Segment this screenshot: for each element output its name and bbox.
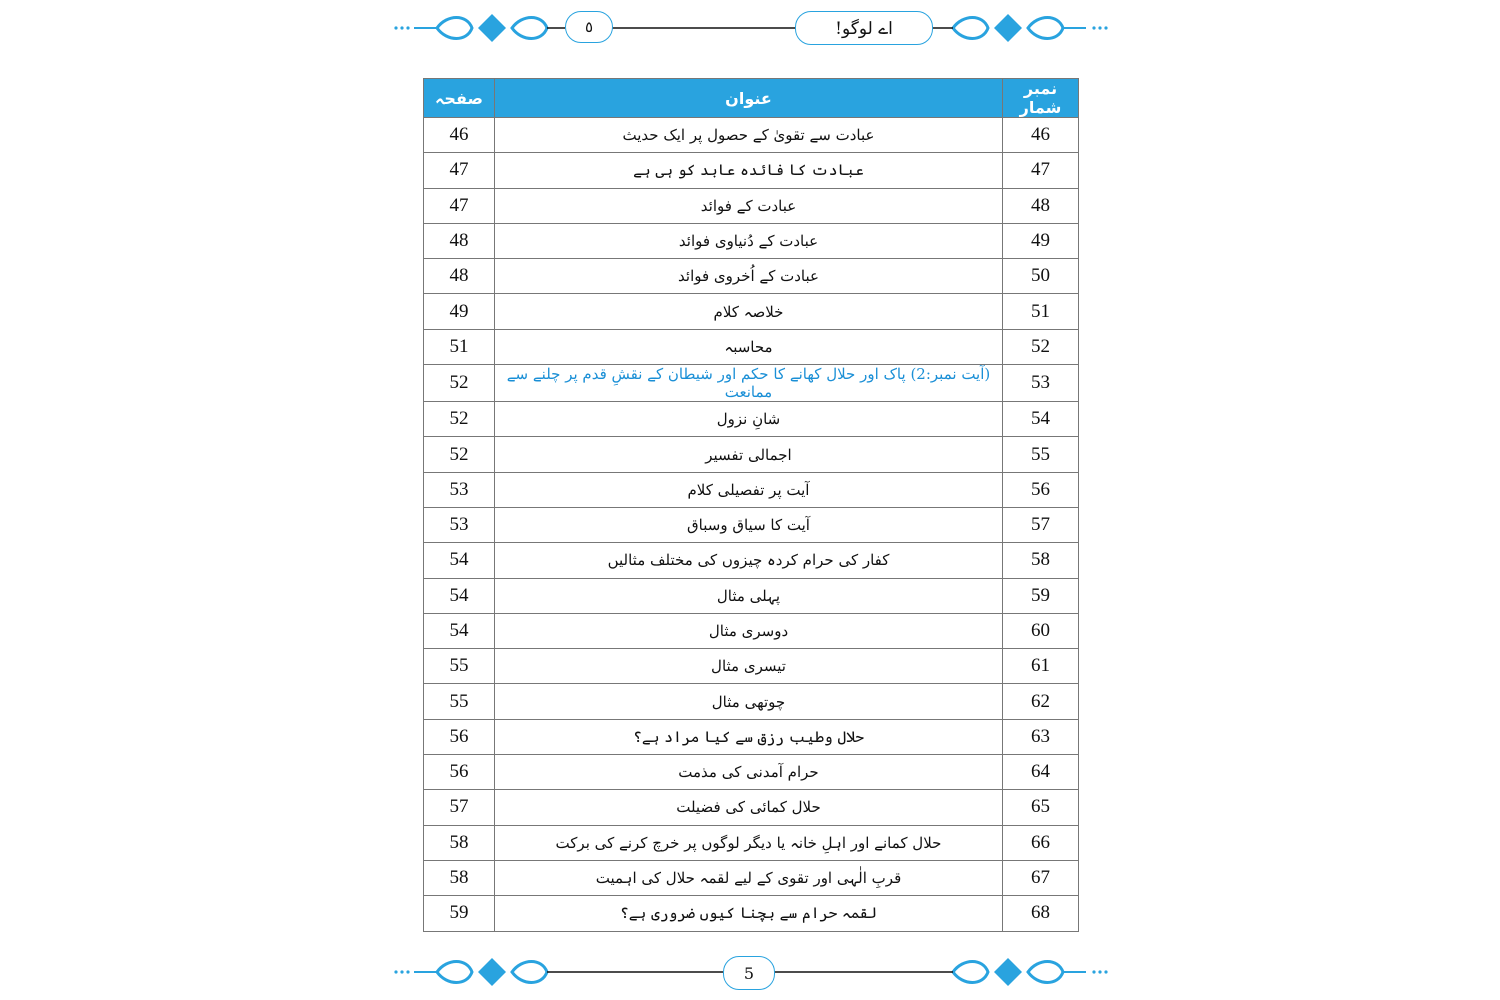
row-page: 53 — [424, 472, 495, 507]
row-page: 47 — [424, 153, 495, 188]
row-page: 54 — [424, 543, 495, 578]
row-title: شانِ نزول — [495, 402, 1003, 437]
row-title: عبادت سے تقویٰ کے حصول پر ایک حدیث — [495, 118, 1003, 153]
row-title: اجمالی تفسیر — [495, 437, 1003, 472]
row-page: 55 — [424, 649, 495, 684]
row-page: 46 — [424, 118, 495, 153]
row-serial: 55 — [1003, 437, 1079, 472]
row-title: محاسبہ — [495, 329, 1003, 364]
row-title: آیت کا سیاق وسباق — [495, 507, 1003, 542]
row-serial: 51 — [1003, 294, 1079, 329]
row-serial: 46 — [1003, 118, 1079, 153]
table-row — [424, 684, 1079, 719]
header-book-title: اے لوگو! — [795, 11, 933, 45]
table-row — [424, 365, 1079, 402]
row-serial: 60 — [1003, 613, 1079, 648]
header-title: عنوان — [495, 79, 1003, 118]
row-serial: 63 — [1003, 719, 1079, 754]
row-serial: 64 — [1003, 755, 1079, 790]
row-title: قربِ الٰہی اور تقوی کے لیے لقمہ حلال کی اہمیت — [495, 860, 1003, 895]
row-serial: 49 — [1003, 223, 1079, 258]
row-page: 57 — [424, 790, 495, 825]
row-page: 48 — [424, 259, 495, 294]
table-row — [424, 507, 1079, 542]
header-ornament-bar — [392, 8, 1108, 48]
table-row — [424, 613, 1079, 648]
row-title: آیت پر تفصیلی کلام — [495, 472, 1003, 507]
row-page: 52 — [424, 365, 495, 402]
row-serial: 67 — [1003, 860, 1079, 895]
row-serial: 57 — [1003, 507, 1079, 542]
row-page: 58 — [424, 825, 495, 860]
row-page: 52 — [424, 437, 495, 472]
row-title: حلال وطیب رزق سے کیا مراد ہے؟ — [495, 719, 1003, 754]
header-serial: نمبر شمار — [1003, 79, 1079, 118]
row-page: 55 — [424, 684, 495, 719]
table-row — [424, 543, 1079, 578]
row-title: حرام آمدنی کی مذمت — [495, 755, 1003, 790]
table-row — [424, 329, 1079, 364]
footer-page-number: 5 — [723, 956, 775, 990]
row-page: 54 — [424, 578, 495, 613]
row-page: 56 — [424, 719, 495, 754]
table-row — [424, 860, 1079, 895]
row-title: عبادت کے اُخروی فوائد — [495, 259, 1003, 294]
row-serial: 61 — [1003, 649, 1079, 684]
table-row — [424, 755, 1079, 790]
row-serial: 62 — [1003, 684, 1079, 719]
row-serial: 52 — [1003, 329, 1079, 364]
table-header-row — [424, 79, 1079, 118]
table-row — [424, 790, 1079, 825]
row-serial: 65 — [1003, 790, 1079, 825]
row-serial: 58 — [1003, 543, 1079, 578]
row-serial: 50 — [1003, 259, 1079, 294]
row-title: کفار کی حرام کردہ چیزوں کی مختلف مثالیں — [495, 543, 1003, 578]
footer-ornament-bar — [392, 952, 1108, 992]
row-title: خلاصہ کلام — [495, 294, 1003, 329]
row-page: 53 — [424, 507, 495, 542]
row-serial: 47 — [1003, 153, 1079, 188]
row-page: 54 — [424, 613, 495, 648]
row-serial: 53 — [1003, 365, 1079, 402]
row-serial: 68 — [1003, 896, 1079, 931]
row-title: تیسری مثال — [495, 649, 1003, 684]
table-row — [424, 402, 1079, 437]
table-row — [424, 896, 1079, 931]
table-row — [424, 188, 1079, 223]
contents-table — [423, 78, 1079, 932]
row-title: لقمہ حرام سے بچنا کیوں ضروری ہے؟ — [495, 896, 1003, 931]
row-title: عبادت کے فوائد — [495, 188, 1003, 223]
row-title: (آیت نمبر:2) پاک اور حلال کھانے کا حکم اور شیطان کے نقشِ قدم پر چلنے سے ممانعت — [495, 365, 1003, 402]
table-row — [424, 118, 1079, 153]
row-title: چوتھی مثال — [495, 684, 1003, 719]
row-page: 58 — [424, 860, 495, 895]
row-serial: 54 — [1003, 402, 1079, 437]
row-title: عبادت کے دُنیاوی فوائد — [495, 223, 1003, 258]
header-page-number: ٥ — [565, 11, 613, 43]
row-page: 52 — [424, 402, 495, 437]
table-row — [424, 649, 1079, 684]
row-serial: 48 — [1003, 188, 1079, 223]
row-serial: 56 — [1003, 472, 1079, 507]
table-row — [424, 153, 1079, 188]
row-title: حلال کمانے اور اہلِ خانہ یا دیگر لوگوں پر خرچ کرنے کی برکت — [495, 825, 1003, 860]
table-row — [424, 825, 1079, 860]
header-page: صفحہ — [424, 79, 495, 118]
row-title: حلال کمائی کی فضیلت — [495, 790, 1003, 825]
row-title: پہلی مثال — [495, 578, 1003, 613]
row-page: 56 — [424, 755, 495, 790]
table-row — [424, 578, 1079, 613]
row-page: 47 — [424, 188, 495, 223]
row-title: عبادت کا فائدہ عابد کو ہی ہے — [495, 153, 1003, 188]
row-title: دوسری مثال — [495, 613, 1003, 648]
table-row — [424, 437, 1079, 472]
row-page: 48 — [424, 223, 495, 258]
row-serial: 66 — [1003, 825, 1079, 860]
table-row — [424, 223, 1079, 258]
row-page: 51 — [424, 329, 495, 364]
row-page: 59 — [424, 896, 495, 931]
table-row — [424, 259, 1079, 294]
header-ornament-icon — [392, 8, 1108, 48]
row-page: 49 — [424, 294, 495, 329]
table-row — [424, 472, 1079, 507]
table-row — [424, 294, 1079, 329]
row-serial: 59 — [1003, 578, 1079, 613]
table-row — [424, 719, 1079, 754]
